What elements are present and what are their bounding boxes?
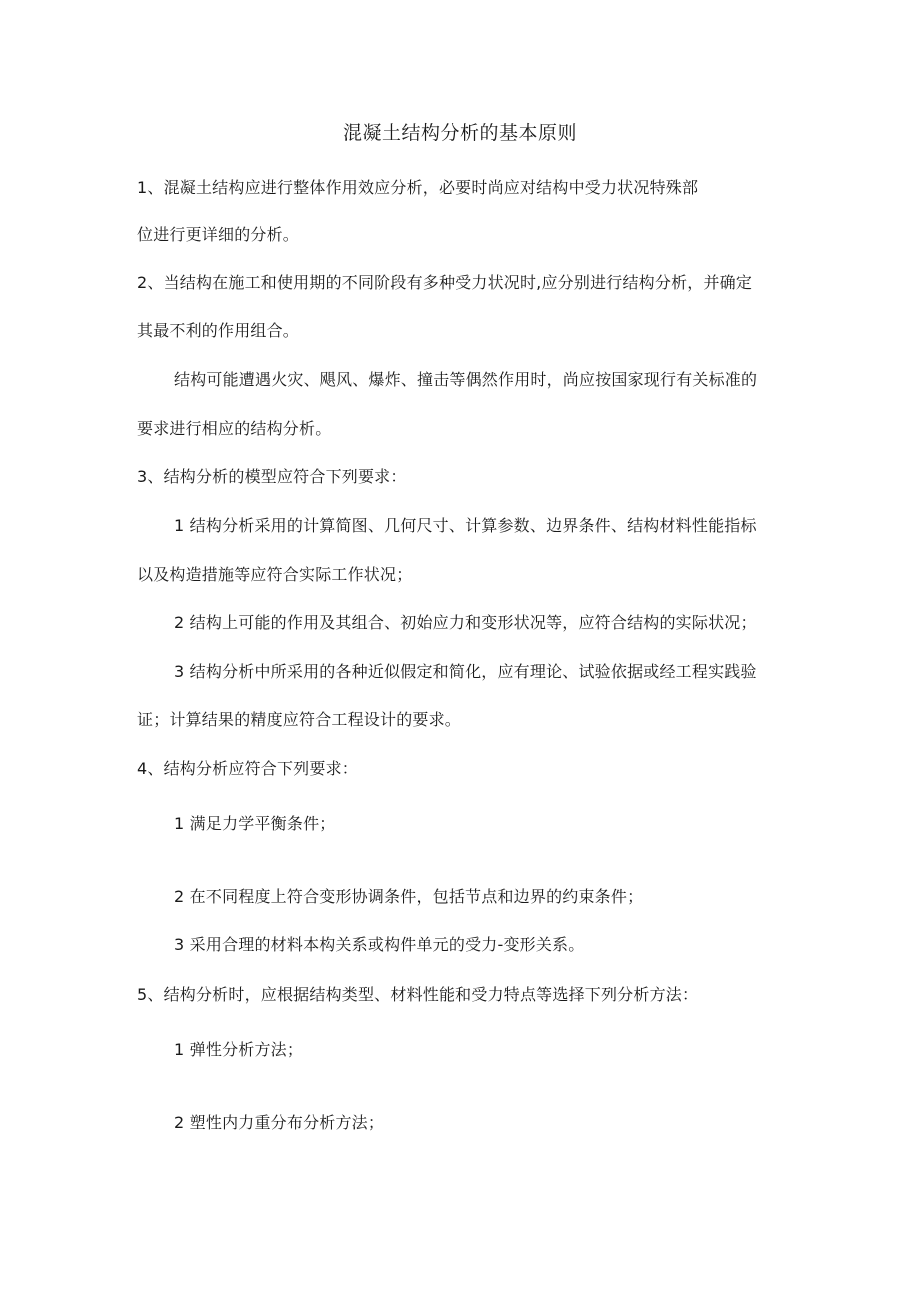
item-4-1: 1 满足力学平衡条件； — [174, 814, 336, 833]
paragraph-2-line-1: 2、当结构在施工和使用期的不同阶段有多种受力状况时,应分别进行结构分析，并确定 — [137, 273, 753, 292]
document-title: 混凝土结构分析的基本原则 — [342, 122, 577, 144]
item-3-1-line-2: 以及构造措施等应符合实际工作状况； — [137, 565, 413, 584]
paragraph-2-line-2: 其最不利的作用组合。 — [137, 321, 300, 340]
paragraph-4-heading: 4、结构分析应符合下列要求： — [137, 759, 358, 778]
paragraph-5-heading: 5、结构分析时，应根据结构类型、材料性能和受力特点等选择下列分析方法： — [137, 985, 699, 1004]
item-5-1: 1 弹性分析方法； — [174, 1040, 304, 1059]
item-4-2: 2 在不同程度上符合变形协调条件，包括节点和边界的约束条件； — [174, 887, 644, 906]
paragraph-3-heading: 3、结构分析的模型应符合下列要求： — [137, 467, 407, 486]
item-4-3: 3 采用合理的材料本构关系或构件单元的受力-变形关系。 — [174, 935, 585, 954]
paragraph-1-line-1: 1、混凝土结构应进行整体作用效应分析，必要时尚应对结构中受力状况特殊部 — [137, 178, 699, 197]
item-3-1-line-1: 1 结构分析采用的计算简图、几何尺寸、计算参数、边界条件、结构材料性能指标 — [174, 516, 757, 535]
item-3-3-line-1: 3 结构分析中所采用的各种近似假定和简化，应有理论、试验依据或经工程实践验 — [174, 662, 757, 681]
item-3-3-line-2: 证；计算结果的精度应符合工程设计的要求。 — [137, 710, 462, 729]
item-5-2: 2 塑性内力重分布分析方法； — [174, 1113, 385, 1132]
paragraph-2b-line-1: 结构可能遭遇火灾、飓风、爆炸、撞击等偶然作用时，尚应按国家现行有关标准的 — [174, 370, 758, 389]
paragraph-2b-line-2: 要求进行相应的结构分析。 — [137, 419, 332, 438]
item-3-2: 2 结构上可能的作用及其组合、初始应力和变形状况等，应符合结构的实际状况； — [174, 613, 757, 632]
paragraph-1-line-2: 位进行更详细的分析。 — [137, 225, 300, 244]
